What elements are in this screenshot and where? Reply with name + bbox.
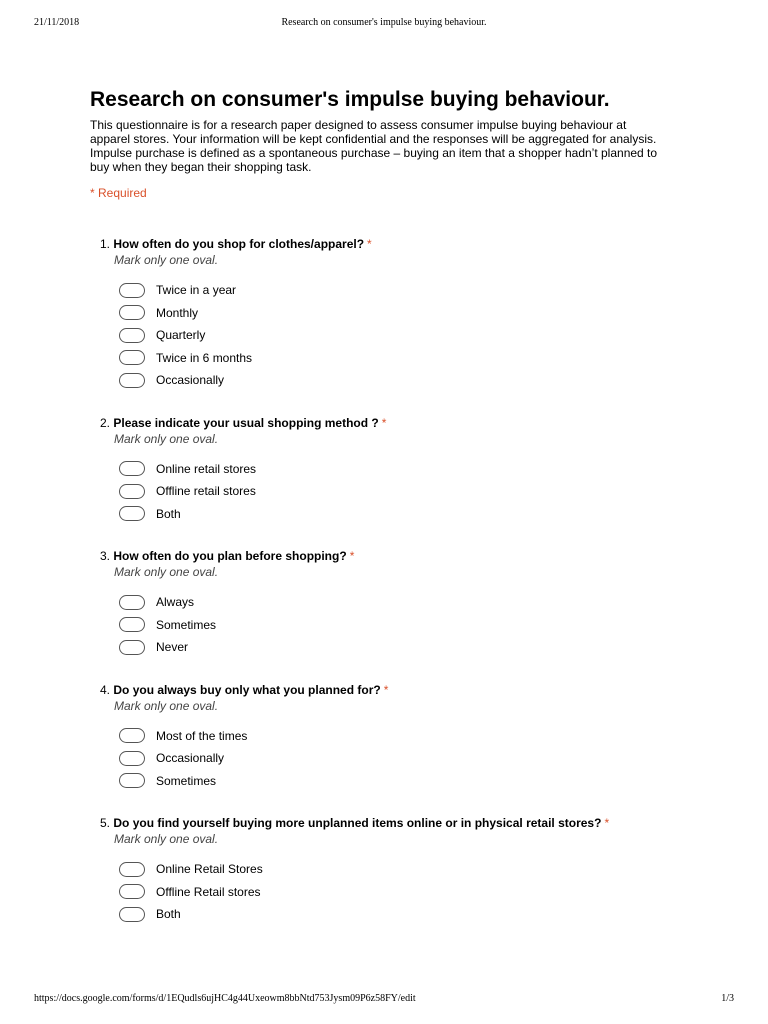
question-2: [90, 416, 670, 526]
form-description: This questionnaire is for a research paper designed to assess consumer impulse buying behaviour at apparel stores. Your information will be kept confidential and the responses will be aggregated for analysis. Impulse purchase is defined as a spontaneous purchase – buying an item that a shopper hadn’t planned to buy when they began their shopping task.: [90, 118, 658, 174]
radio-oval[interactable]: [119, 728, 145, 743]
radio-oval[interactable]: [119, 884, 145, 899]
option-twice-in-a-year[interactable]: [119, 279, 670, 302]
required-star: *: [383, 682, 389, 697]
radio-oval[interactable]: [119, 461, 145, 476]
question-text: Please indicate your usual shopping method ?: [113, 415, 379, 430]
option-label: Most of the times: [156, 728, 248, 743]
option-online-retail-stores[interactable]: [119, 858, 670, 881]
option-label: Quarterly: [156, 328, 206, 343]
option-label: Offline Retail stores: [156, 884, 261, 899]
page-url: https://docs.google.com/forms/d/1EQudls6ujHC4g44Uxeowm8bbNtd753Jysm09P6z58FY/edit: [34, 993, 416, 1004]
option-sometimes[interactable]: [119, 770, 670, 793]
radio-oval[interactable]: [119, 751, 145, 766]
option-list: [90, 725, 670, 793]
question-5: [90, 816, 670, 926]
radio-oval[interactable]: [119, 506, 145, 521]
option-offline-retail-stores[interactable]: [119, 480, 670, 503]
option-list: [90, 458, 670, 526]
radio-oval[interactable]: [119, 373, 145, 388]
radio-oval[interactable]: [119, 595, 145, 610]
radio-oval[interactable]: [119, 484, 145, 499]
option-list: [90, 591, 670, 659]
option-label: Sometimes: [156, 773, 217, 788]
question-hint: Mark only one oval.: [114, 832, 219, 846]
required-star: *: [604, 816, 610, 830]
question-text: How often do you plan before shopping?: [113, 549, 347, 563]
print-date: 21/11/2018: [34, 17, 80, 28]
option-quarterly[interactable]: [119, 324, 670, 347]
form-title: Research on consumer's impulse buying behaviour.: [90, 88, 610, 111]
option-label: Twice in 6 months: [156, 350, 253, 365]
option-occasionally[interactable]: [119, 747, 670, 770]
question-3: [90, 549, 670, 659]
question-title: [100, 416, 670, 430]
option-both[interactable]: [119, 503, 670, 526]
question-list: [90, 237, 670, 926]
option-never[interactable]: [119, 636, 670, 659]
option-label: Occasionally: [156, 751, 225, 766]
question-title: [100, 683, 670, 697]
required-star: *: [349, 549, 355, 563]
required-star: *: [367, 237, 372, 251]
radio-oval[interactable]: [119, 617, 145, 632]
question-text: How often do you shop for clothes/apparel?: [113, 237, 365, 251]
option-monthly[interactable]: [119, 302, 670, 325]
question-hint: Mark only one oval.: [114, 698, 219, 713]
option-label: Online Retail Stores: [156, 862, 263, 877]
radio-oval[interactable]: [119, 907, 145, 922]
option-label: Never: [156, 640, 189, 655]
question-title: [100, 816, 670, 830]
option-label: Occasionally: [156, 373, 225, 388]
option-label: Online retail stores: [156, 461, 257, 476]
option-sometimes[interactable]: [119, 614, 670, 637]
required-star: *: [381, 415, 387, 430]
question-number: 2.: [100, 415, 111, 430]
option-label: Monthly: [156, 305, 199, 320]
option-list: [90, 858, 670, 926]
option-label: Always: [156, 595, 195, 610]
question-title: [100, 237, 670, 251]
form: [90, 86, 670, 950]
question-number: 1.: [100, 237, 111, 251]
option-always[interactable]: [119, 591, 670, 614]
option-occasionally[interactable]: [119, 369, 670, 392]
radio-oval[interactable]: [119, 350, 145, 365]
option-online-retail-stores[interactable]: [119, 458, 670, 481]
radio-oval[interactable]: [119, 305, 145, 320]
print-title: Research on consumer's impulse buying behaviour.: [281, 17, 487, 28]
option-both[interactable]: [119, 903, 670, 926]
option-offline-retail-stores[interactable]: [119, 881, 670, 904]
question-1: [90, 237, 670, 392]
page-number: 1/3: [721, 993, 734, 1004]
question-number: 4.: [100, 682, 111, 697]
option-label: Offline retail stores: [156, 484, 256, 499]
required-note: * Required: [90, 186, 147, 200]
question-title: [100, 549, 670, 563]
radio-oval[interactable]: [119, 328, 145, 343]
option-list: [90, 279, 670, 392]
radio-oval[interactable]: [119, 862, 145, 877]
radio-oval[interactable]: [119, 640, 145, 655]
print-header: [34, 16, 734, 30]
question-hint: Mark only one oval.: [114, 253, 219, 267]
question-4: [90, 683, 670, 793]
question-number: 5.: [100, 816, 111, 830]
question-number: 3.: [100, 549, 111, 563]
option-label: Twice in a year: [156, 283, 237, 298]
option-label: Both: [156, 506, 181, 521]
option-label: Sometimes: [156, 617, 217, 632]
option-label: Both: [156, 907, 181, 922]
option-most-of-the-times[interactable]: [119, 725, 670, 748]
option-twice-in-6-months[interactable]: [119, 347, 670, 370]
print-footer: [34, 992, 734, 1006]
question-hint: Mark only one oval.: [114, 431, 219, 446]
radio-oval[interactable]: [119, 773, 145, 788]
question-text: Do you find yourself buying more unplanned items online or in physical retail stores?: [113, 816, 602, 830]
radio-oval[interactable]: [119, 283, 145, 298]
question-text: Do you always buy only what you planned for?: [113, 682, 381, 697]
question-hint: Mark only one oval.: [114, 565, 219, 579]
